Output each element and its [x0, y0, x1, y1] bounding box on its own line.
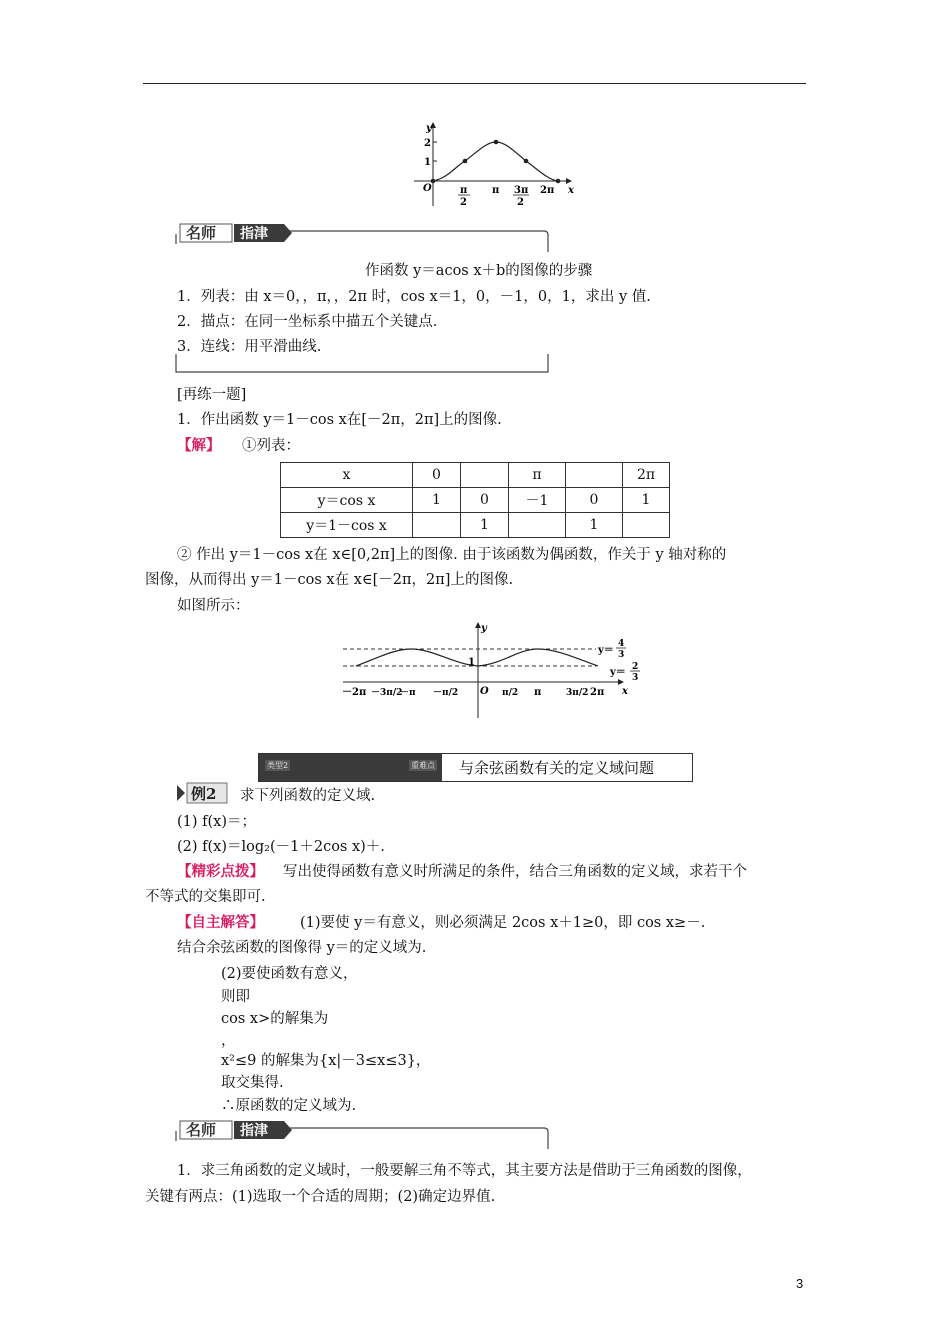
solution-line-1: (1)要使 y＝有意义，则必须满足 2cos x＋1≥0，即 cos x≥－. — [300, 915, 706, 931]
hint-line-1: 写出使得函数有意义时所满足的条件，结合三角函数的定义域，求若干个 — [283, 864, 747, 880]
example-part-1: (1) f(x)＝； — [177, 814, 257, 830]
x-tick-num: 3π — [514, 185, 529, 196]
as-shown-label: 如图所示： — [177, 598, 250, 614]
tip-badge-right: 指津 — [240, 226, 268, 242]
cosine-graph-2 — [338, 618, 648, 722]
lower-line-num: 2 — [632, 662, 639, 672]
key-point — [524, 159, 529, 164]
table-cell: y＝1－cos x — [281, 513, 413, 538]
x-label: x — [622, 686, 628, 697]
curve — [356, 649, 598, 666]
hint-label: 【精彩点拨】 — [177, 863, 264, 880]
upper-line-num: 4 — [618, 639, 625, 649]
table-cell: 1 — [413, 488, 461, 513]
answer-label: 【解】 — [177, 437, 221, 454]
x-tick: 2π — [590, 687, 605, 698]
header-rule — [143, 83, 806, 84]
y-label: y — [481, 623, 487, 634]
solution-part-2-line: 取交集得. — [221, 1075, 284, 1091]
x-tick: 3π/2 — [566, 688, 589, 698]
hint-line-2: 不等式的交集即可. — [145, 889, 266, 905]
table-row — [281, 488, 670, 513]
table-cell: 1 — [461, 513, 509, 538]
key-point — [556, 179, 561, 184]
table-cell: 1 — [566, 513, 623, 538]
x-tick-num: 2π — [540, 185, 555, 196]
value-table — [280, 462, 670, 538]
table-cell: 0 — [461, 488, 509, 513]
table-cell — [461, 463, 509, 488]
x-tick: －π — [400, 688, 416, 698]
x-tick: －π/2 — [433, 688, 459, 698]
lower-line-prefix: y＝ — [610, 667, 626, 678]
curve — [433, 142, 558, 181]
solution-part-2-line: (2)要使函数有意义， — [221, 966, 358, 982]
table-cell — [566, 463, 623, 488]
table-row — [281, 513, 670, 538]
key-point — [494, 140, 499, 145]
table-cell: －1 — [509, 488, 566, 513]
table-cell: x — [281, 463, 413, 488]
practice-header: [再练一题] — [177, 387, 247, 403]
example-badge-text: 例2 — [191, 785, 217, 803]
table-cell: 0 — [566, 488, 623, 513]
answer-step-2-line2: 图像，从而得出 y＝1－cos x在 x∈[－2π，2π]上的图像. — [145, 572, 514, 588]
table-row — [281, 463, 670, 488]
x-tick-den: 2 — [517, 197, 524, 208]
type-header — [258, 753, 693, 782]
tip-badge-right: 指津 — [240, 1123, 268, 1139]
tip-step-2: 2．描点：在同一坐标系中描五个关键点. — [177, 314, 438, 330]
tip-title: 作函数 y＝acos x＋b的图像的步骤 — [365, 263, 593, 279]
tip-badge-left: 名师 — [186, 224, 217, 242]
solution-part-2-line: cos x>的解集为 — [221, 1011, 329, 1027]
tip2-line-1: 1．求三角函数的定义域时，一般要解三角不等式，其主要方法是借助于三角函数的图像， — [177, 1163, 752, 1179]
tip-step-1: 1．列表：由 x＝0，，π，，2π 时，cos x＝1，0，－1，0，1，求出 y 值. — [177, 289, 651, 305]
upper-line-den: 3 — [618, 650, 625, 660]
upper-line-prefix: y＝ — [598, 645, 614, 656]
answer-step-2-line1: ② 作出 y＝1－cos x在 x∈[0,2π]上的图像. 由于该函数为偶函数，作关于 y 轴对称的 — [177, 547, 727, 563]
tip-step-3: 3．连线：用平滑曲线. — [177, 339, 322, 355]
y-label: y — [426, 123, 432, 134]
page-number: 3 — [796, 1276, 804, 1291]
cosine-graph-1 — [408, 120, 573, 212]
x-tick-num: π — [460, 185, 468, 196]
type-label: 类型2 — [267, 761, 289, 770]
type-badge — [259, 754, 442, 781]
origin-label: O — [423, 183, 432, 194]
table-cell: y＝cos x — [281, 488, 413, 513]
practice-question: 1．作出函数 y＝1－cos x在[－2π，2π]上的图像. — [177, 412, 502, 428]
solution-part-2-line: 则即 — [221, 989, 250, 1005]
x-tick-den: 2 — [460, 197, 467, 208]
x-tick: －2π — [342, 687, 367, 698]
key-point — [463, 159, 468, 164]
table-cell: 1 — [623, 488, 670, 513]
tip-badge-left: 名师 — [186, 1121, 217, 1139]
x-axis-arrow-icon — [618, 679, 624, 685]
x-tick: －3π/2 — [371, 688, 403, 698]
table-cell: 0 — [413, 463, 461, 488]
y-tick-1: 1 — [424, 157, 431, 168]
type-level-label: 重难点 — [411, 761, 435, 770]
lower-line-den: 3 — [632, 673, 639, 683]
table-cell — [509, 513, 566, 538]
x-label: x — [568, 185, 574, 196]
solution-line-2: 结合余弦函数的图像得 y＝的定义域为. — [177, 940, 427, 956]
example-part-2: (2) f(x)＝log₂(－1＋2cos x)＋. — [177, 839, 385, 855]
x-axis-arrow-icon — [566, 178, 572, 184]
y-tick-2: 2 — [424, 138, 431, 149]
one-label: 1 — [468, 657, 475, 668]
tip-box-frame-2 — [172, 1119, 552, 1153]
x-tick: π/2 — [502, 688, 519, 698]
table-cell: 2π — [623, 463, 670, 488]
solution-part-2-line: ， — [221, 1033, 236, 1049]
type-title: 与余弦函数有关的定义域问题 — [459, 759, 655, 777]
example-prompt: 求下列函数的定义域. — [240, 788, 376, 804]
solution-label: 【自主解答】 — [177, 914, 264, 931]
answer-step-1: ①列表： — [242, 438, 300, 454]
solution-part-2-line: ∴原函数的定义域为. — [221, 1098, 357, 1114]
example-badge — [177, 782, 229, 804]
origin-label: O — [480, 686, 489, 697]
table-cell: π — [509, 463, 566, 488]
x-tick-num: π — [492, 185, 500, 196]
solution-part-2-line: x²≤9 的解集为{x|－3≤x≤3}， — [221, 1053, 431, 1069]
x-tick: π — [534, 687, 542, 698]
table-cell — [623, 513, 670, 538]
table-cell — [413, 513, 461, 538]
tip2-line-2: 关键有两点：(1)选取一个合适的周期；(2)确定边界值. — [145, 1189, 496, 1205]
